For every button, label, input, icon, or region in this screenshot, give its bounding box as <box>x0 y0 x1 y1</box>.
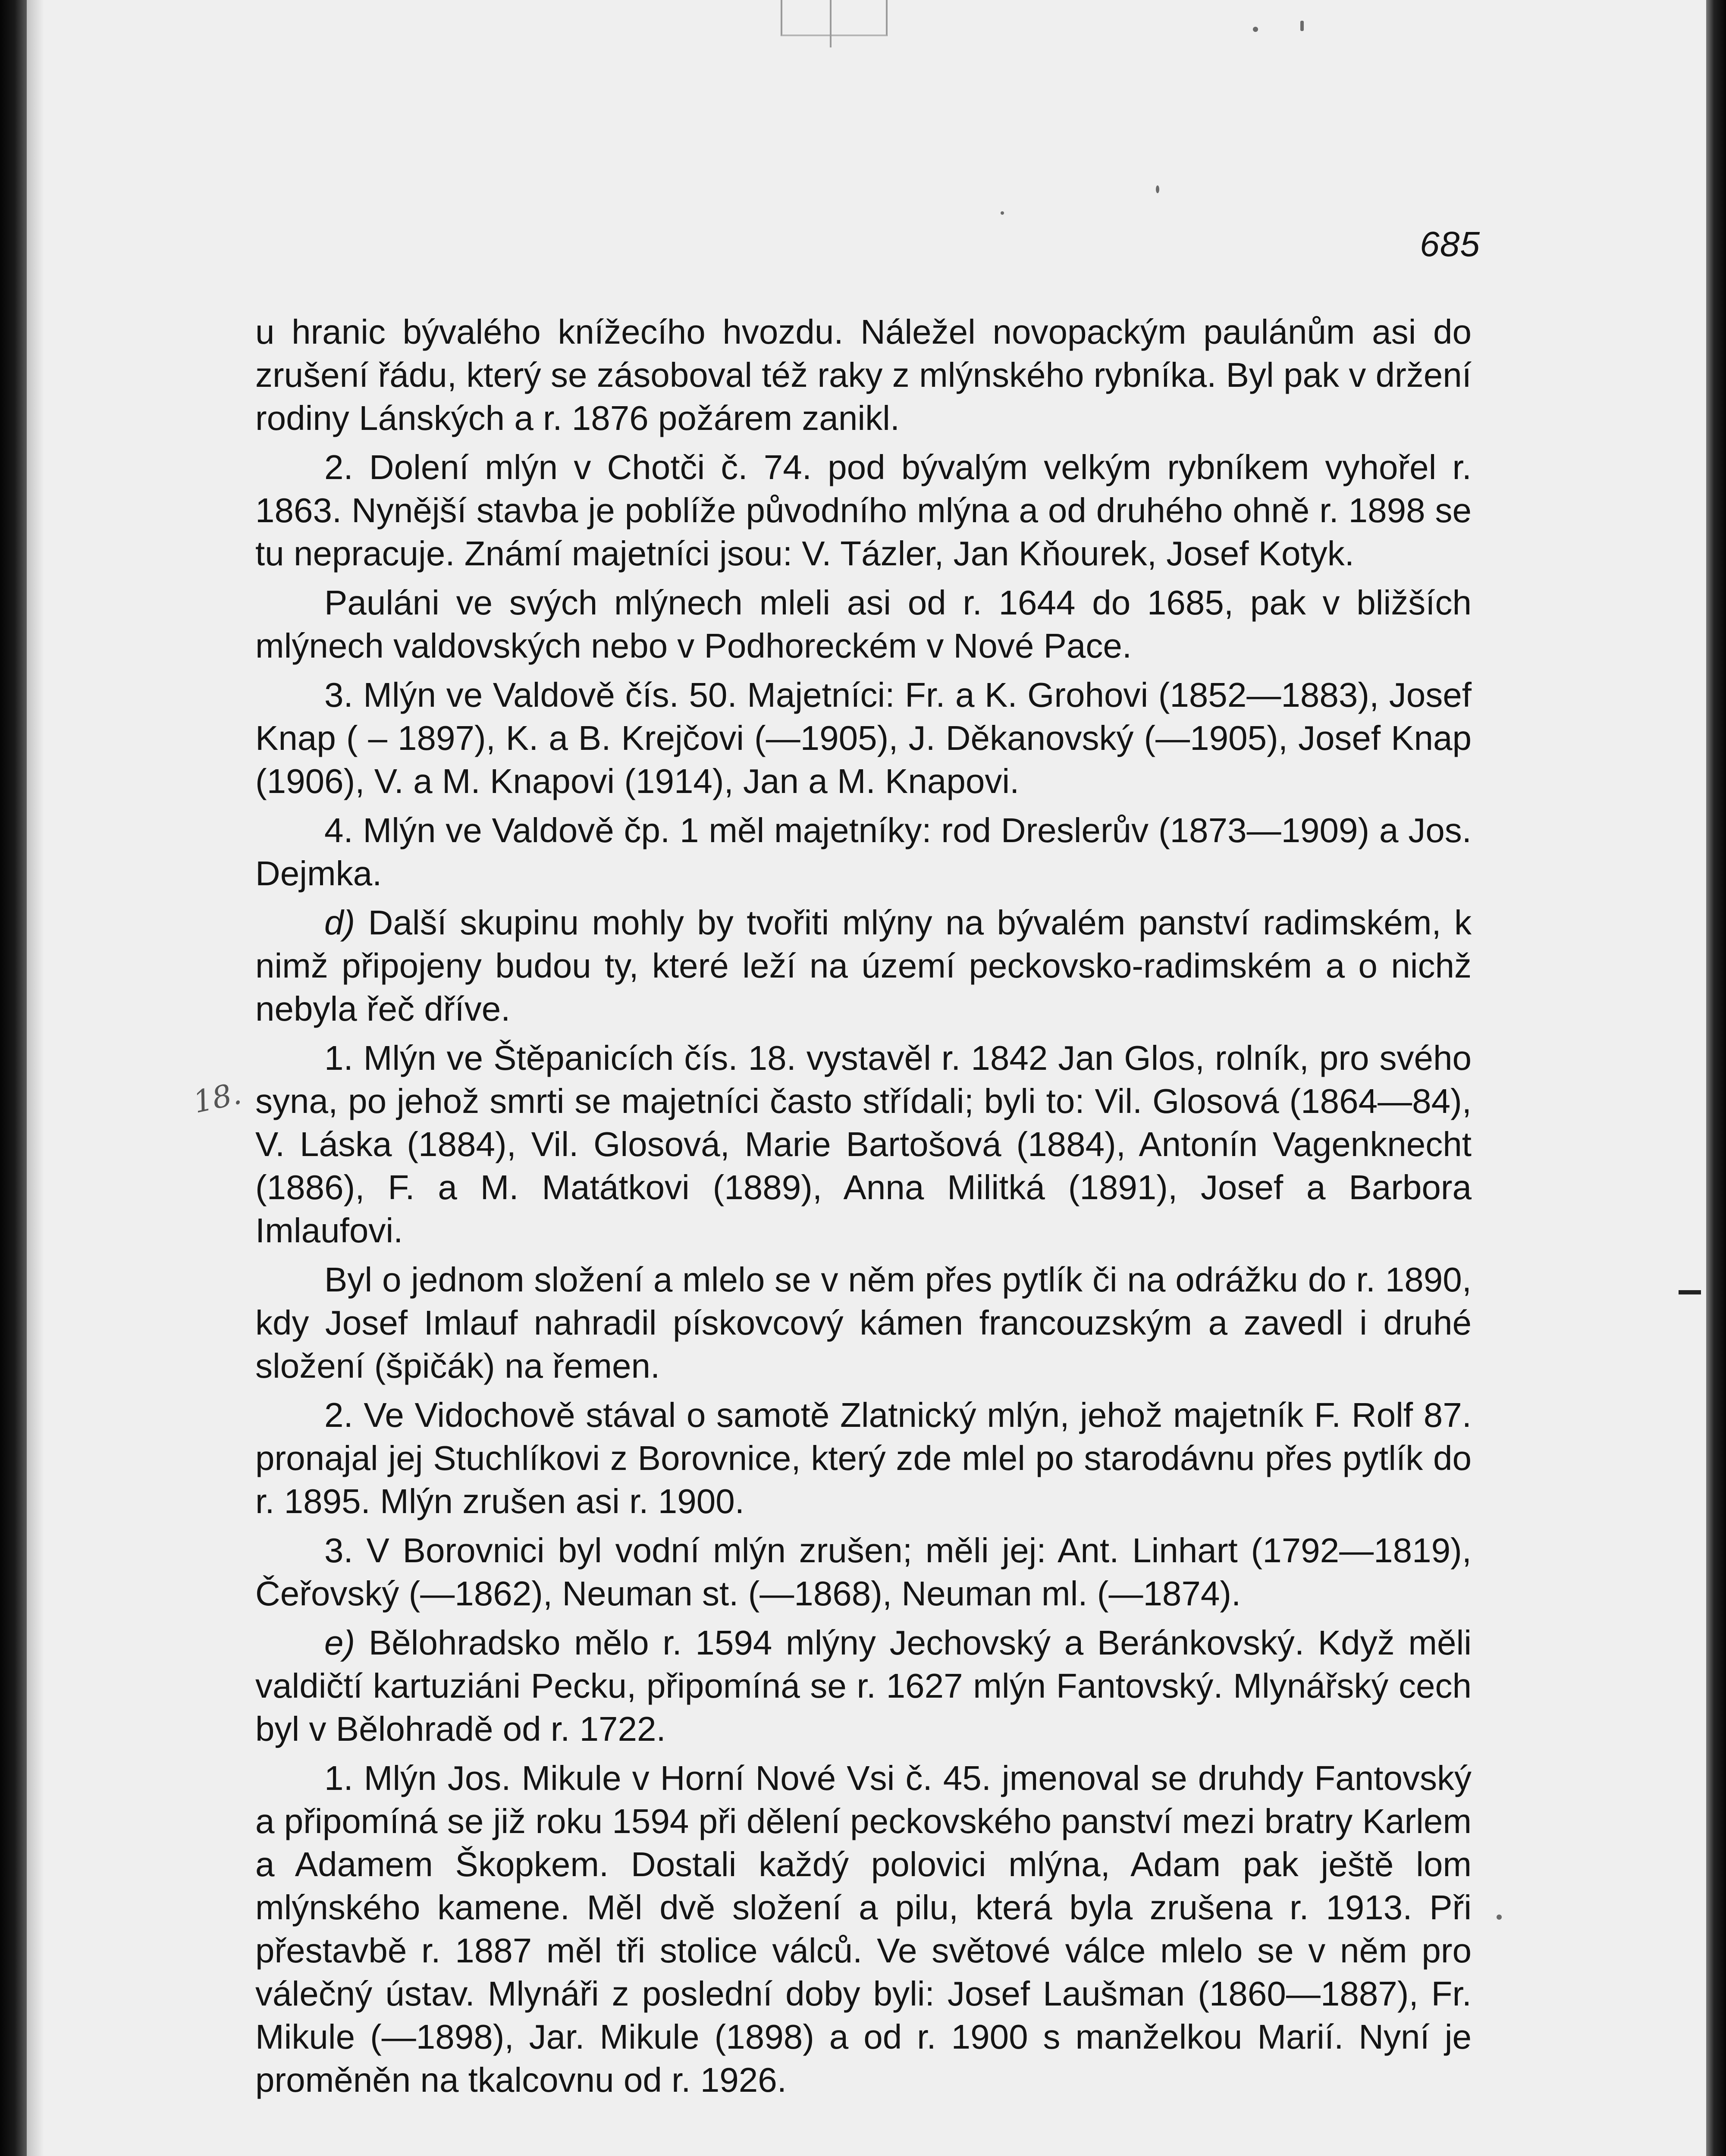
paragraph: Pauláni ve svých mlýnech mleli asi od r. 1644 do 1685, pak v bližších mlýnech valdovských nebo v Podhoreckém v Nové Pace. <box>255 583 1472 665</box>
paragraph: 1. Mlýn ve Štěpanicích čís. 18. vystavěl r. 1842 Jan Glos, rolník, pro svého syna, po jehož smrti se majetníci často střídali; byli to: Vil. Glosová (1864—84), V. Láska (1884), Vil. Glosová, Marie Bartošová (1884), Antonín Vagenknecht (1886), F. a M. Matátkovi (1889), Anna Militká (1891), Josef a Barbora Imlaufovi. <box>255 1039 1472 1250</box>
paragraph: u hranic bývalého knížecího hvozdu. Náležel novopackým paulánům asi do zrušení řádu, který se zásoboval též raky z mlýnského rybníka. Byl pak v držení rodiny Lánských a r. 1876 požárem zanikl. <box>255 313 1472 437</box>
dust-speck <box>1300 21 1304 31</box>
scan-left-shadow <box>27 0 44 2156</box>
document-body <box>255 310 1472 2108</box>
paragraph: 3. Mlýn ve Valdově čís. 50. Majetníci: Fr. a K. Grohovi (1852—1883), Josef Knap ( – 1897), K. a B. Krejčovi (—1905), J. Děkanovský (—1905), Josef Knap (1906), V. a M. Knapovi (1914), Jan a M. Knapovi. <box>255 676 1472 800</box>
paragraph: 2. Dolení mlýn v Chotči č. 74. pod bývalým velkým rybníkem vyhořel r. 1863. Nynější stavba je poblíže původního mlýna a od druhého ohně r. 1898 se tu nepracuje. Známí majetníci jsou: V. Tázler, Jan Kňourek, Josef Kotyk. <box>255 448 1472 573</box>
dust-speck <box>1253 27 1258 32</box>
edge-dash-mark <box>1679 1290 1701 1294</box>
dust-speck <box>1001 211 1004 215</box>
paragraph: 4. Mlýn ve Valdově čp. 1 měl majetníky: rod Dreslerův (1873—1909) a Jos. Dejmka. <box>255 811 1472 893</box>
handwritten-margin-note: 18. <box>190 1075 245 1120</box>
paragraph: 2. Ve Vidochově stával o samotě Zlatnický mlýn, jehož majetník F. Rolf 87. pronajal jej Stuchlíkovi z Borovnice, který zde mlel po starodávnu přes pytlík do r. 1895. Mlýn zrušen asi r. 1900. <box>255 1396 1472 1520</box>
scan-right-edge <box>1706 0 1726 2156</box>
scan-left-edge <box>0 0 27 2156</box>
paragraph: 1. Mlýn Jos. Mikule v Horní Nové Vsi č. 45. jmenoval se druhdy Fantovský a připomíná se již roku 1594 při dělení peckovského panství mezi bratry Karlem a Adamem Škopkem. Dostali každý polovici mlýna, Adam pak ještě lom mlýnského kamene. Měl dvě složení a pilu, která byla zrušena r. 1913. Při přestavbě r. 1887 měl tři stolice válců. Ve světové válce mlelo se v něm pro válečný ústav. Mlynáři z poslední doby byli: Josef Laušman (1860—1887), Fr. Mikule (—1898), Jar. Mikule (1898) a od r. 1900 s manželkou Marií. Nyní je proměněn na tkalcovnu od r. 1926. <box>255 1759 1472 2099</box>
top-binding-mark <box>781 0 888 36</box>
paragraph: 3. V Borovnici byl vodní mlýn zrušen; měli jej: Ant. Linhart (1792—1819), Čeřovský (—1862), Neuman st. (—1868), Neuman ml. (—1874). <box>255 1531 1472 1613</box>
page-number: 685 <box>1420 225 1480 264</box>
paragraph: Byl o jednom složení a mlelo se v něm přes pytlík či na odrážku do r. 1890, kdy Josef Imlauf nahradil pískovcový kámen francouzským a zavedl i druhé složení (špičák) na řemen. <box>255 1260 1472 1385</box>
dust-speck <box>1156 185 1159 193</box>
paragraph: e) Bělohradsko mělo r. 1594 mlýny Jechovský a Beránkovský. Když měli valdičtí kartuziáni Pecku, připomíná se r. 1627 mlýn Fantovský. Mlynářský cech byl v Bělohradě od r. 1722. <box>255 1623 1472 1748</box>
dust-speck <box>1497 1915 1502 1920</box>
paragraph: d) Další skupinu mohly by tvořiti mlýny na bývalém panství radimském, k nimž připojeny budou ty, které leží na území peckovsko-radimském a o nichž nebyla řeč dříve. <box>255 903 1472 1028</box>
